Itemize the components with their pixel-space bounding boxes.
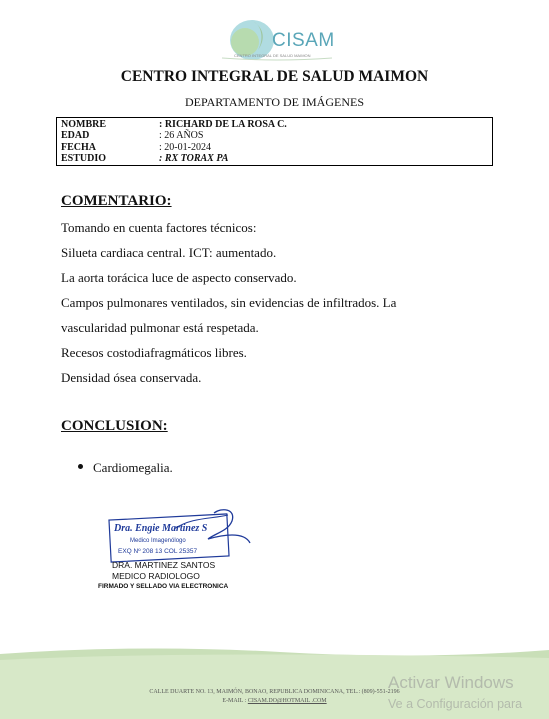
logo-subtext: CENTRO INTEGRAL DE SALUD MAIMON	[234, 53, 311, 58]
comentario-line: vascularidad pulmonar está respetada.	[61, 320, 259, 335]
comentario-line: Densidad ósea conservada.	[61, 370, 202, 385]
patient-value: : 26 AÑOS	[159, 130, 204, 141]
signature-stamp	[104, 505, 254, 565]
patient-value: : RICHARD DE LA ROSA C.	[159, 119, 287, 130]
conclusion-item: Cardiomegalia.	[93, 460, 173, 475]
patient-row-name	[61, 119, 287, 130]
conclusion-heading: CONCLUSION:	[61, 418, 168, 434]
stamp-exq: EXQ Nº 208 13 COL 25357	[118, 548, 198, 555]
comentario-line: La aorta torácica luce de aspecto conservado.	[61, 270, 297, 285]
footer-email-link[interactable]: CISAM.DO@HOTMAIL .COM	[247, 698, 327, 704]
activation-watermark-title: Activar Windows	[388, 673, 514, 692]
patient-value: : RX TORAX PA	[159, 153, 229, 164]
signature-block	[112, 560, 215, 582]
comentario-heading: COMENTARIO:	[61, 193, 172, 209]
patient-label: ESTUDIO	[61, 153, 107, 164]
footer-email-label: E-MAIL :	[222, 698, 247, 704]
patient-info-box	[56, 117, 493, 166]
comentario-line: Tomando en cuenta factores técnicos:	[61, 220, 257, 235]
signer-name: DRA. MARTINEZ SANTOS	[112, 560, 216, 570]
document-title: CENTRO INTEGRAL DE SALUD MAIMON	[120, 68, 429, 85]
comentario-line: Silueta cardiaca central. ICT: aumentado.	[61, 245, 277, 260]
stamp-name: Dra. Engie Martinez S	[114, 523, 208, 534]
footer-address: CALLE DUARTE NO. 13, MAIMÓN, BONAO, REPUBLICA DOMINICANA, TEL.: (809)-551-2196	[149, 689, 400, 695]
patient-row-date	[61, 142, 211, 153]
logo-text: CISAM	[272, 30, 335, 51]
patient-label: NOMBRE	[61, 119, 106, 130]
patient-row-study	[61, 153, 228, 164]
patient-label: FECHA	[61, 142, 96, 153]
stamp-role: Medico Imagenólogo	[130, 538, 186, 544]
signature-note: FIRMADO Y SELLADO VIA ELECTRONICA	[98, 583, 229, 590]
comentario-line: Recesos costodiafragmáticos libres.	[61, 345, 247, 360]
signer-role: MEDICO RADIOLOGO	[112, 571, 200, 581]
activation-watermark-subtitle: Ve a Configuración para	[388, 697, 523, 711]
comentario-line: Campos pulmonares ventilados, sin evidencias de infiltrados. La	[61, 295, 397, 310]
patient-row-age	[61, 130, 203, 141]
patient-label: EDAD	[61, 130, 90, 141]
department-title: DEPARTAMENTO DE IMÁGENES	[185, 95, 364, 109]
patient-value: : 20-01-2024	[159, 142, 211, 153]
bullet-icon	[78, 464, 83, 469]
